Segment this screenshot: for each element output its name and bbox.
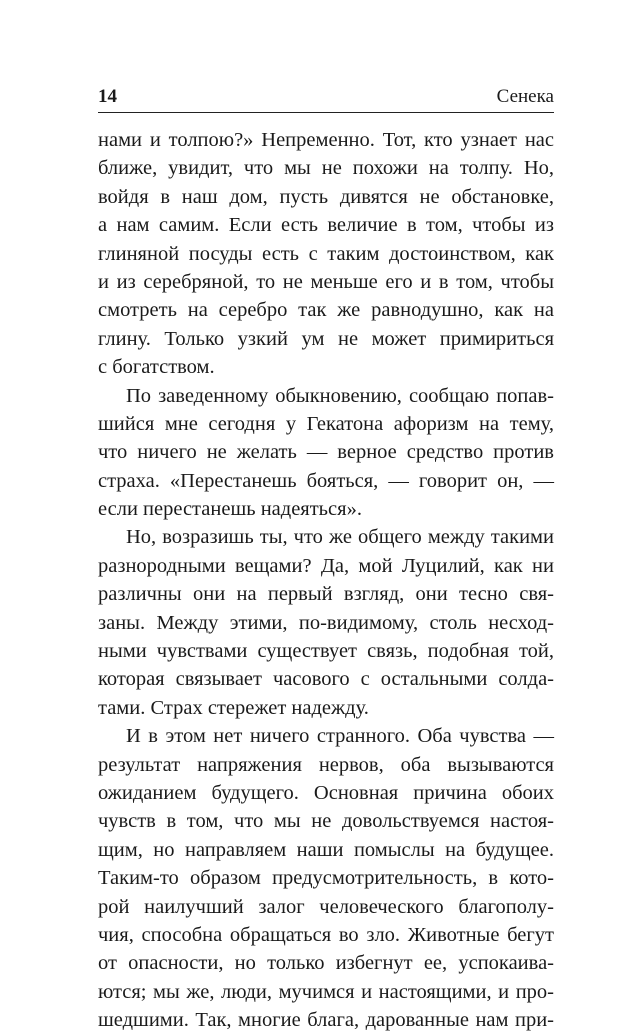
running-head: Сенека	[496, 86, 554, 107]
text-line: которая связывает часового с остальными солда-	[98, 668, 554, 691]
text-line: ожиданием будущего. Основная причина обоих	[98, 781, 554, 804]
text-line: рой наилучший залог человеческого благополу-	[98, 895, 554, 918]
text-line: глину. Только узкий ум не может примириться	[98, 327, 554, 350]
text-line: если перестанешь надеяться».	[98, 498, 362, 521]
text-line: различны они на первый взгляд, они тесно свя-	[98, 583, 554, 606]
text-line: от опасности, но только избегнут ее, успокаива-	[98, 952, 554, 975]
text-line: чувств в том, что мы не довольствуемся настоя-	[98, 810, 554, 833]
header-rule	[98, 112, 554, 113]
text-line: шедшими. Так, многие блага, дарованные нам при-	[98, 1009, 554, 1032]
text-line: шийся мне сегодня у Гекатона афоризм на тему,	[98, 412, 554, 435]
text-line: ближе, увидит, что мы не похожи на толпу. Но,	[98, 157, 554, 180]
text-line: щим, но направляем наши помыслы на будущее.	[98, 838, 554, 861]
text-line: и из серебряной, то не меньше его и в том, чтобы	[98, 270, 554, 293]
text-line: страха. «Перестанешь бояться, — говорит он, —	[98, 469, 554, 492]
text-line: результат напряжения нервов, оба вызываются	[98, 753, 554, 776]
body-text	[98, 126, 554, 1035]
text-line: И в этом нет ничего странного. Оба чувства —	[126, 725, 554, 748]
text-line: с богатством.	[98, 356, 215, 379]
text-line: ются; мы же, люди, мучимся и настоящими, и про-	[98, 980, 554, 1003]
text-line: разнородными вещами? Да, мой Луцилий, как ни	[98, 554, 554, 577]
text-line: что ничего не желать — верное средство против	[98, 441, 554, 464]
text-line: чия, способна обращаться во зло. Животные бегут	[98, 923, 554, 946]
text-line: Таким-то образом предусмотрительность, в кото-	[98, 867, 554, 890]
text-line: тами. Страх стережет надежду.	[98, 696, 369, 719]
text-line: нами и толпою?» Непременно. Тот, кто узнает нас	[98, 129, 554, 151]
text-line: ными чувствами существует связь, подобная той,	[98, 640, 554, 663]
page-number: 14	[98, 86, 117, 107]
text-line: глиняной посуды есть с таким достоинством, как	[98, 242, 554, 265]
text-line: а нам самим. Если есть величие в том, чтобы из	[98, 214, 554, 237]
text-line: смотреть на серебро так же равнодушно, как на	[98, 299, 554, 322]
text-line: заны. Между этими, по-видимому, столь несход-	[98, 611, 554, 634]
text-line: Но, возразишь ты, что же общего между такими	[126, 526, 554, 549]
text-line: войдя в наш дом, пусть дивятся не обстановке,	[98, 185, 554, 208]
text-line: По заведенному обыкновению, сообщаю попав-	[126, 384, 554, 407]
